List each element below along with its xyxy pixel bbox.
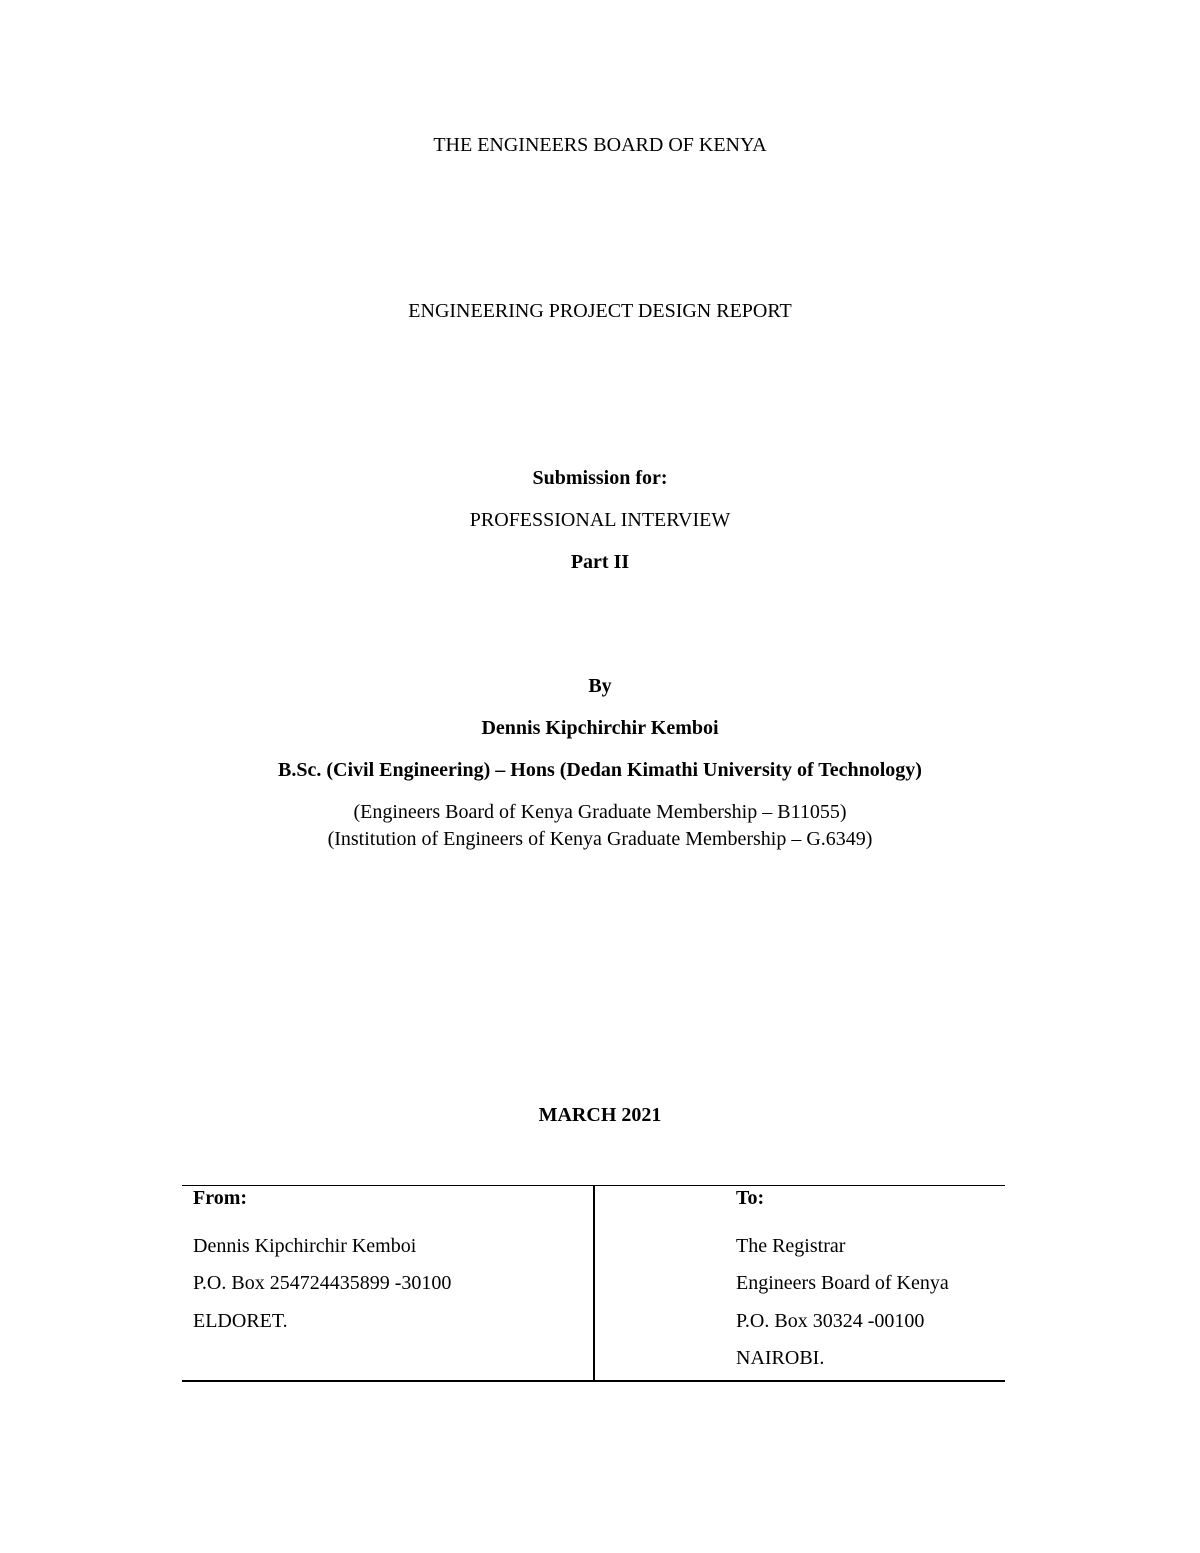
to-line: NAIROBI. <box>736 1347 825 1369</box>
from-line: P.O. Box 254724435899 -30100 <box>193 1272 452 1294</box>
to-line: P.O. Box 30324 -00100 <box>736 1310 925 1332</box>
from-heading: From: <box>193 1187 248 1209</box>
from-line: Dennis Kipchirchir Kemboi <box>193 1235 417 1257</box>
from-line: ELDORET. <box>193 1310 288 1332</box>
report-date: MARCH 2021 <box>538 1104 662 1126</box>
membership-ebk: (Engineers Board of Kenya Graduate Membership – B11055) <box>353 801 847 823</box>
membership-iek: (Institution of Engineers of Kenya Graduate Membership – G.6349) <box>327 828 873 850</box>
to-line: The Registrar <box>736 1235 846 1257</box>
address-table <box>182 1185 1005 1382</box>
report-title: ENGINEERING PROJECT DESIGN REPORT <box>408 300 792 322</box>
submission-purpose: PROFESSIONAL INTERVIEW <box>469 509 731 531</box>
by-label: By <box>588 675 612 697</box>
author-name: Dennis Kipchirchir Kemboi <box>481 717 719 739</box>
submission-label: Submission for: <box>532 467 668 489</box>
author-qualification: B.Sc. (Civil Engineering) – Hons (Dedan Kimathi University of Technology) <box>278 759 922 781</box>
to-heading: To: <box>736 1187 765 1209</box>
to-line: Engineers Board of Kenya <box>736 1272 949 1294</box>
organization-title: THE ENGINEERS BOARD OF KENYA <box>433 134 767 156</box>
address-table-divider <box>593 1186 595 1380</box>
submission-part: Part II <box>570 551 630 573</box>
